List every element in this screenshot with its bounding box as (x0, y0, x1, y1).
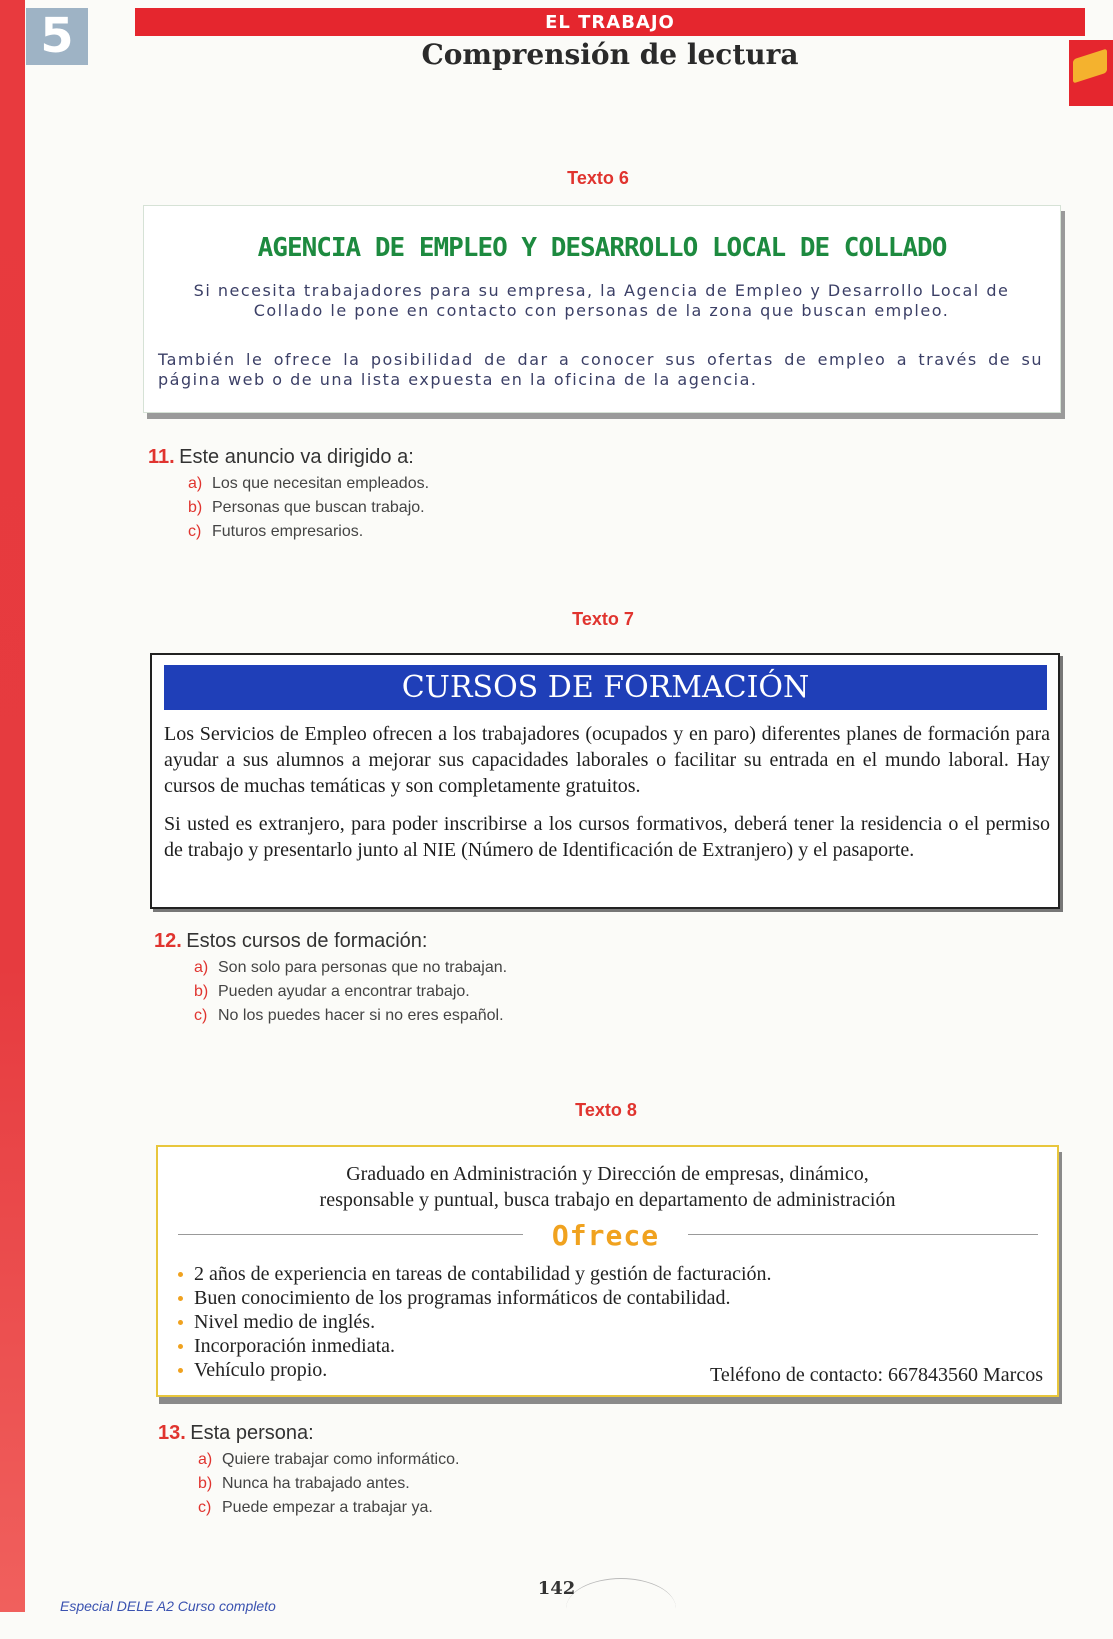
texto6-paragraph-1: Si necesita trabajadores para su empresa, la Agencia de Empleo y Desarrollo Local de Collado le pone en contacto con personas de la zona que buscan empleo. (193, 281, 1010, 320)
question-number: 12. (154, 930, 182, 952)
footer-book-title: Especial DELE A2 Curso completo (60, 1598, 276, 1614)
option-b[interactable]: b) Nunca ha trabajado antes. (198, 1475, 410, 1492)
list-item: Buen conocimiento de los programas informáticos de contabilidad. (178, 1286, 772, 1310)
texto7-box (150, 653, 1060, 909)
page-number: 142 (537, 1578, 576, 1599)
list-item: 2 años de experiencia en tareas de contabilidad y gestión de facturación. (178, 1262, 772, 1286)
offer-list (178, 1262, 772, 1382)
question-number: 13. (158, 1422, 186, 1444)
texto6-ad-box (143, 205, 1061, 413)
contact-phone: Teléfono de contacto: 667843560 Marcos (710, 1364, 1043, 1386)
texto6-paragraph-2: También le ofrece la posibilidad de dar a conocer sus ofertas de empleo a través de su página web o de una lista expuesta en la oficina de la agencia. (158, 350, 1043, 389)
texto7-banner: CURSOS DE FORMACIÓN (164, 665, 1047, 710)
question-text: Esta persona: (190, 1422, 314, 1444)
texto8-ad-box (156, 1145, 1059, 1397)
texto6-label: Texto 6 (567, 168, 629, 188)
option-a[interactable]: a) Quiere trabajar como informático. (198, 1451, 460, 1468)
option-c[interactable]: c) Puede empezar a trabajar ya. (198, 1499, 433, 1516)
unit-number-badge: 5 (26, 8, 88, 65)
texto7-label: Texto 7 (572, 609, 634, 629)
list-item: Nivel medio de inglés. (178, 1310, 772, 1334)
option-c[interactable]: c) Futuros empresarios. (188, 523, 364, 540)
texto7-paragraph-2: Si usted es extranjero, para poder inscribirse a los cursos formativos, deberá tener la residencia o el permiso de trabajo y presentarlo junto al NIE (Número de Identificación de Extranjero) y el pasaporte. (164, 813, 1050, 861)
list-item: Vehículo propio. (178, 1358, 772, 1382)
question-text: Este anuncio va dirigido a: (179, 446, 414, 468)
option-a[interactable]: a) Los que necesitan empleados. (188, 475, 430, 492)
option-b[interactable]: b) Personas que buscan trabajo. (188, 499, 425, 516)
list-item: Incorporación inmediata. (178, 1334, 772, 1358)
ofrece-heading: Ofrece (551, 1219, 660, 1252)
texto7-paragraph-1: Los Servicios de Empleo ofrecen a los trabajadores (ocupados y en paro) diferentes planes de formación para ayudar a sus alumnos a mejorar sus capacidades laborales o facilitar su entrada en el mundo laboral. Hay cursos de muchas temáticas y son completamente gratuitos. (164, 723, 1050, 797)
question-13 (158, 1422, 459, 1517)
option-c[interactable]: c) No los puedes hacer si no eres español. (194, 1007, 504, 1024)
question-11 (148, 446, 429, 541)
section-header: EL TRABAJO (135, 8, 1085, 36)
texto8-intro: Graduado en Administración y Dirección de empresas, dinámico, responsable y puntual, busca trabajo en departamento de administración (319, 1163, 896, 1211)
divider-left (178, 1234, 523, 1235)
divider-right (688, 1234, 1038, 1235)
question-number: 11. (148, 446, 175, 468)
left-color-strip (0, 0, 25, 1612)
option-a[interactable]: a) Son solo para personas que no trabajan. (194, 959, 508, 976)
option-b[interactable]: b) Pueden ayudar a encontrar trabajo. (194, 983, 470, 1000)
page-title: Comprensión de lectura (421, 38, 799, 71)
texto8-label: Texto 8 (575, 1100, 637, 1120)
texto6-title: AGENCIA DE EMPLEO Y DESARROLLO LOCAL DE COLLADO (257, 233, 947, 263)
question-text: Estos cursos de formación: (186, 930, 428, 952)
question-12 (154, 930, 507, 1025)
